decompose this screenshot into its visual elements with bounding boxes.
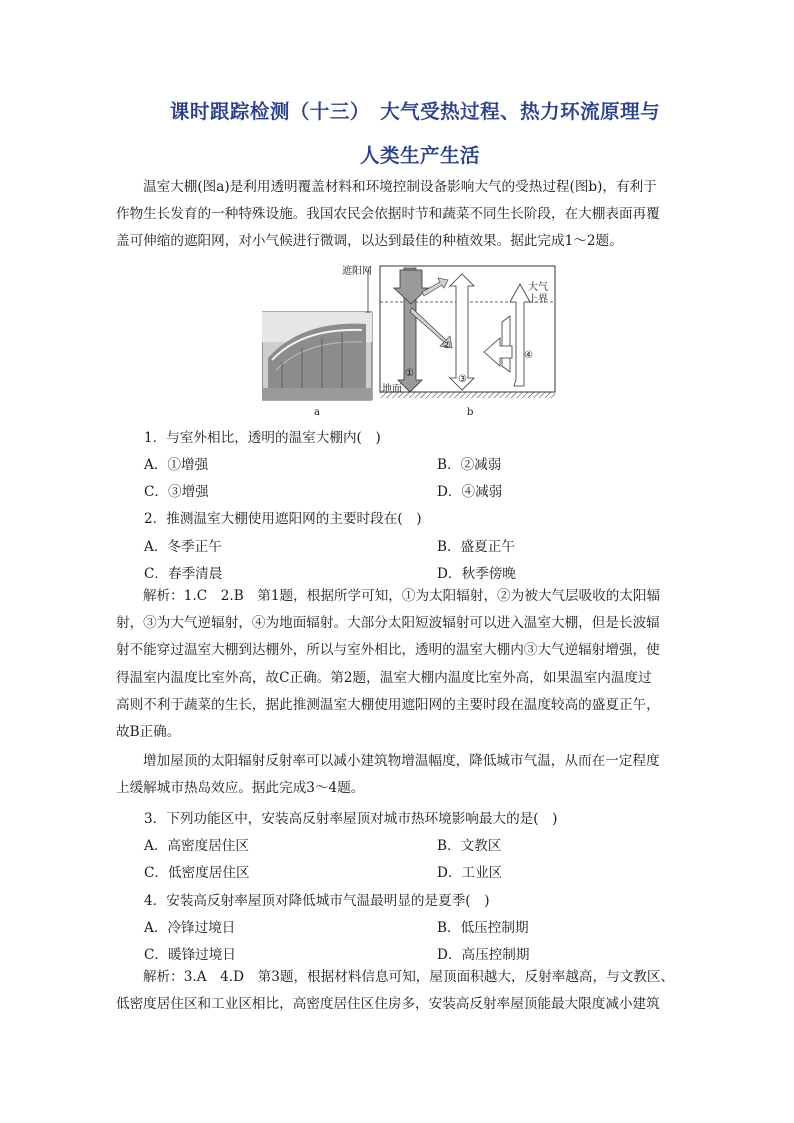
- intro-paragraph-2: [116, 748, 680, 802]
- shade-net-label: 遮阳网: [342, 266, 372, 277]
- q4-option-c: C．暖锋过境日: [144, 947, 236, 963]
- intro-paragraph-1: [116, 174, 680, 256]
- text-line: 射，③为大气逆辐射，④为地面辐射。大部分太阳短波辐射可以进入温室大棚，但是长波辐: [116, 615, 660, 632]
- text-line: 温室大棚(图a)是利用透明覆盖材料和环境控制设备影响大气的受热过程(图b)，有利于: [143, 179, 657, 195]
- figure-a-caption: a: [314, 407, 320, 418]
- q1-option-b: B．②减弱: [437, 457, 502, 473]
- ground-label: 地面: [382, 384, 402, 395]
- greenhouse-figure: [262, 262, 558, 422]
- figure-b-caption: b: [467, 407, 474, 418]
- text-line: 高则不利于蔬菜的生长，据此推测温室大棚使用遮阳网的主要时段在温度较高的盛夏正午，: [116, 696, 660, 713]
- text-line: 故B正确。: [116, 724, 181, 741]
- q2-option-b: B．盛夏正午: [437, 539, 515, 555]
- text-line: 上缓解城市热岛效应。据此完成3～4题。: [116, 780, 365, 797]
- greenhouse-photo: [262, 270, 372, 400]
- q4-option-a: A．冷锋过境日: [144, 920, 236, 936]
- text-line: 解析：3.A 4.D 第3题，根据材料信息可知，屋顶面积越大，反射率越高，与文教区、: [143, 969, 675, 985]
- q4-option-d: D．高压控制期: [437, 947, 530, 963]
- question-3-stem: 3．下列功能区中，安装高反射率屋顶对城市热环境影响最大的是( ): [144, 811, 558, 827]
- q1-option-d: D．④减弱: [437, 484, 503, 500]
- text-line: 解析：1.C 2.B 第1题，根据所学可知，①为太阳辐射，②为被大气层吸收的太阳辐: [143, 588, 661, 604]
- question-1-stem: 1．与室外相比，透明的温室大棚内( ): [144, 430, 381, 446]
- page-title-line1: 课时跟踪检测（十三） 大气受热过程、热力环流原理与: [169, 100, 661, 123]
- q3-option-c: C．低密度居住区: [144, 865, 250, 881]
- q2-option-a: A．冬季正午: [144, 539, 222, 555]
- q3-option-d: D．工业区: [437, 865, 503, 881]
- q4-option-b: B．低压控制期: [437, 920, 529, 936]
- text-line: 低密度居住区和工业区相比，高密度居住区住房多，安装高反射率屋顶能最大限度减小建筑: [116, 996, 660, 1013]
- text-line: 盖可伸缩的遮阳网，对小气候进行微调，以达到最佳的种植效果。据此完成1～2题。: [116, 233, 623, 250]
- atmos-top-label-2: 上界: [528, 294, 548, 305]
- text-line: 增加屋顶的太阳辐射反射率可以减小建筑物增温幅度，降低城市气温，从而在一定程度: [143, 753, 660, 769]
- atmos-top-label-1: 大气: [528, 282, 548, 293]
- q2-option-d: D．秋季傍晚: [437, 566, 516, 582]
- answer-paragraph-1: [116, 583, 680, 746]
- num-4-label: ④: [524, 350, 533, 361]
- greenhouse-figure-svg: [262, 262, 558, 422]
- text-line: 得温室内温度比室外高，故C正确。第2题，温室大棚内温度比室外高，如果温室内温度过: [116, 669, 652, 686]
- q3-option-a: A．高密度居住区: [144, 838, 249, 854]
- num-1-label: ①: [405, 368, 414, 379]
- num-2-label: ②: [442, 340, 451, 351]
- question-4-stem: 4．安装高反射率屋顶对降低城市气温最明显的是夏季( ): [144, 893, 490, 909]
- num-3-label: ③: [458, 374, 467, 385]
- question-2-stem: 2．推测温室大棚使用遮阳网的主要时段在( ): [144, 511, 422, 527]
- answer-paragraph-2: [116, 964, 680, 1018]
- text-line: 作物生长发育的一种特殊设施。我国农民会依据时节和蔬菜不同生长阶段，在大棚表面再覆: [116, 206, 660, 223]
- text-line: 射不能穿过温室大棚到达棚外，所以与室外相比，透明的温室大棚内③大气逆辐射增强，使: [116, 642, 660, 659]
- q1-option-a: A．①增强: [144, 457, 209, 473]
- q3-option-b: B．文教区: [437, 838, 502, 854]
- q2-option-c: C．春季清晨: [144, 566, 223, 582]
- q1-option-c: C．③增强: [144, 484, 209, 500]
- page-title-line2: 人类生产生活: [359, 144, 480, 167]
